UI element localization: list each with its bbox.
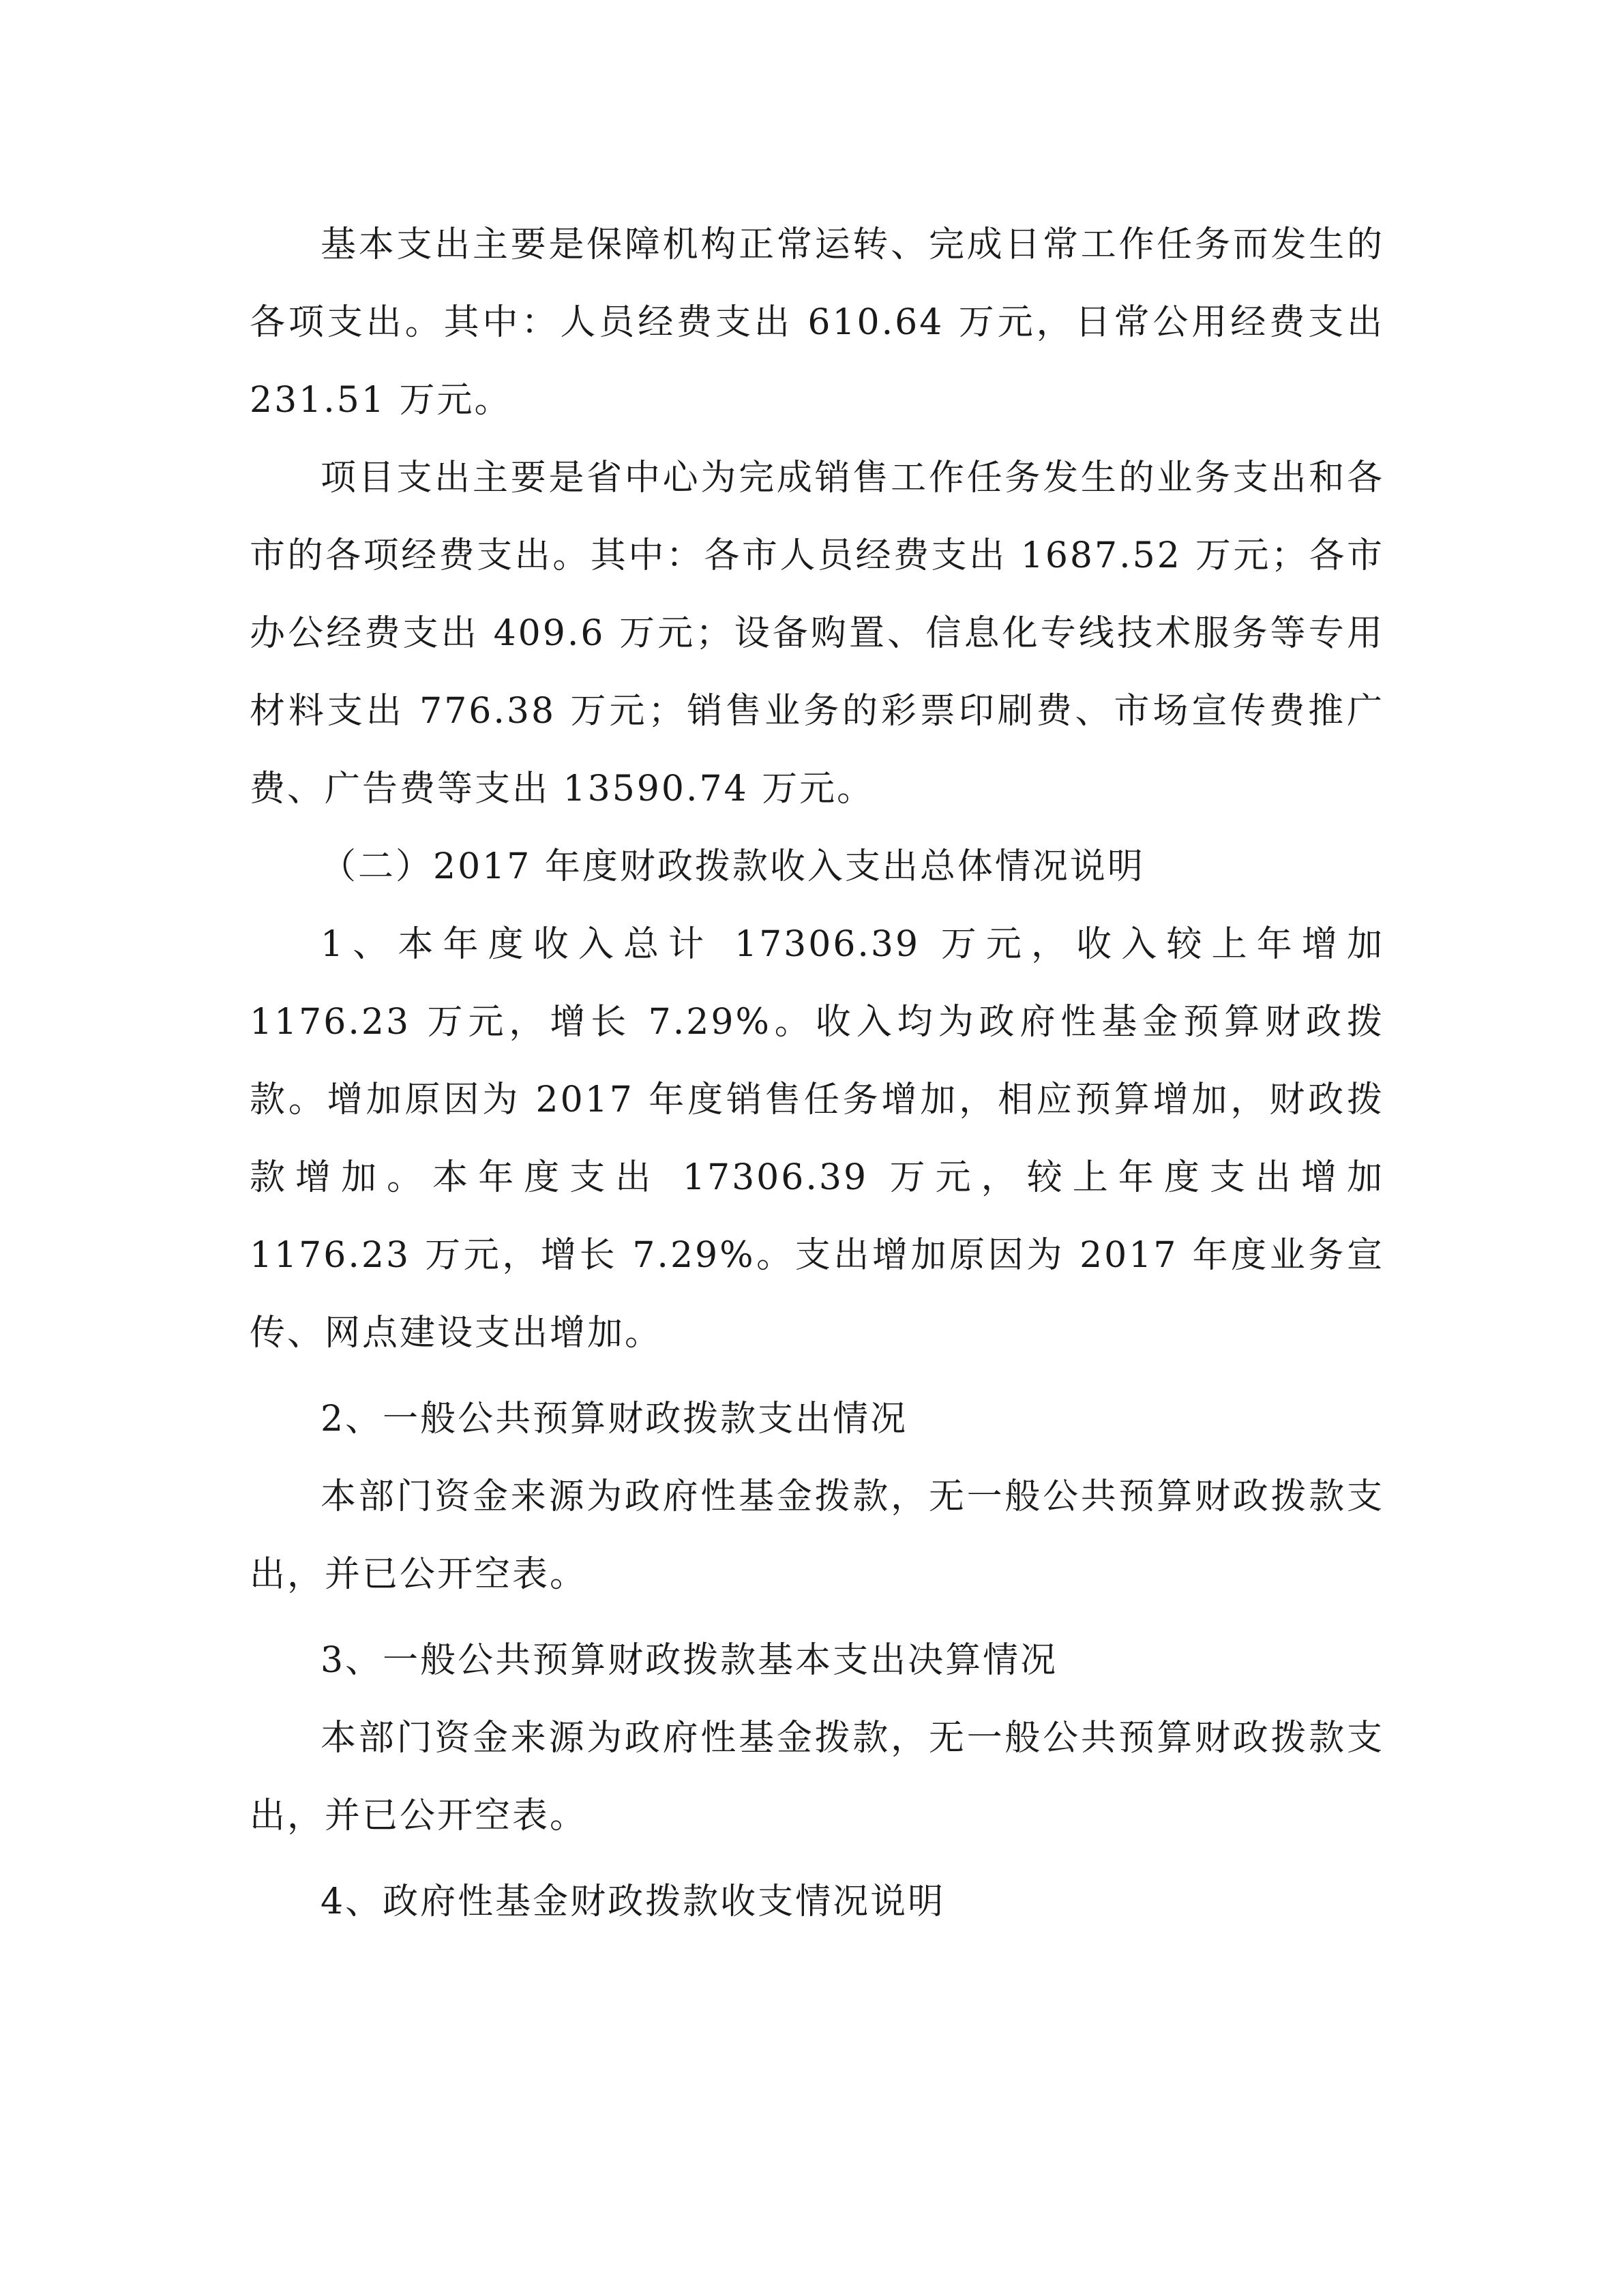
- paragraph-general-budget-note-1: 本部门资金来源为政府性基金拨款，无一般公共预算财政拨款支出，并已公开空表。: [250, 1476, 1384, 1595]
- subheading-government-fund: 4、政府性基金财政拨款收支情况说明: [321, 1881, 946, 1922]
- paragraph-general-budget-note-2: 本部门资金来源为政府性基金拨款，无一般公共预算财政拨款支出，并已公开空表。: [250, 1718, 1384, 1836]
- paragraph-project-expenditure: 项目支出主要是省中心为完成销售工作任务发生的业务支出和各市的各项经费支出。其中：各市人员经费支出 1687.52 万元；各市办公经费支出 409.6 万元；设备购置、信息化专线技术服务等专用材料支出 776.38 万元；销售业务的彩票印刷费、市场宣传费推广费、广告费等支出 13590.74 万元。: [250, 458, 1384, 809]
- paragraph-basic-expenditure: 基本支出主要是保障机构正常运转、完成日常工作任务而发生的各项支出。其中：人员经费支出 610.64 万元，日常公用经费支出 231.51 万元。: [250, 224, 1384, 421]
- subheading-general-budget-basic-expenditure: 3、一般公共预算财政拨款基本支出决算情况: [321, 1640, 1058, 1681]
- subheading-general-budget-expenditure: 2、一般公共预算财政拨款支出情况: [321, 1399, 908, 1440]
- paragraph-total-income: 1、本年度收入总计 17306.39 万元，收入较上年增加 1176.23 万元，增长 7.29%。收入均为政府性基金预算财政拨款。增加原因为 2017 年度销售任务增加，相应预算增加，财政拨款增加。本年度支出 17306.39 万元，较上年度支出增加 1176.23 万元，增长 7.29%。支出增加原因为 2017 年度业务宣传、网点建设支出增加。: [250, 924, 1384, 1354]
- document-body: [250, 206, 1384, 1941]
- section-heading-fiscal-appropriation: （二）2017 年度财政拨款收入支出总体情况说明: [321, 846, 1145, 887]
